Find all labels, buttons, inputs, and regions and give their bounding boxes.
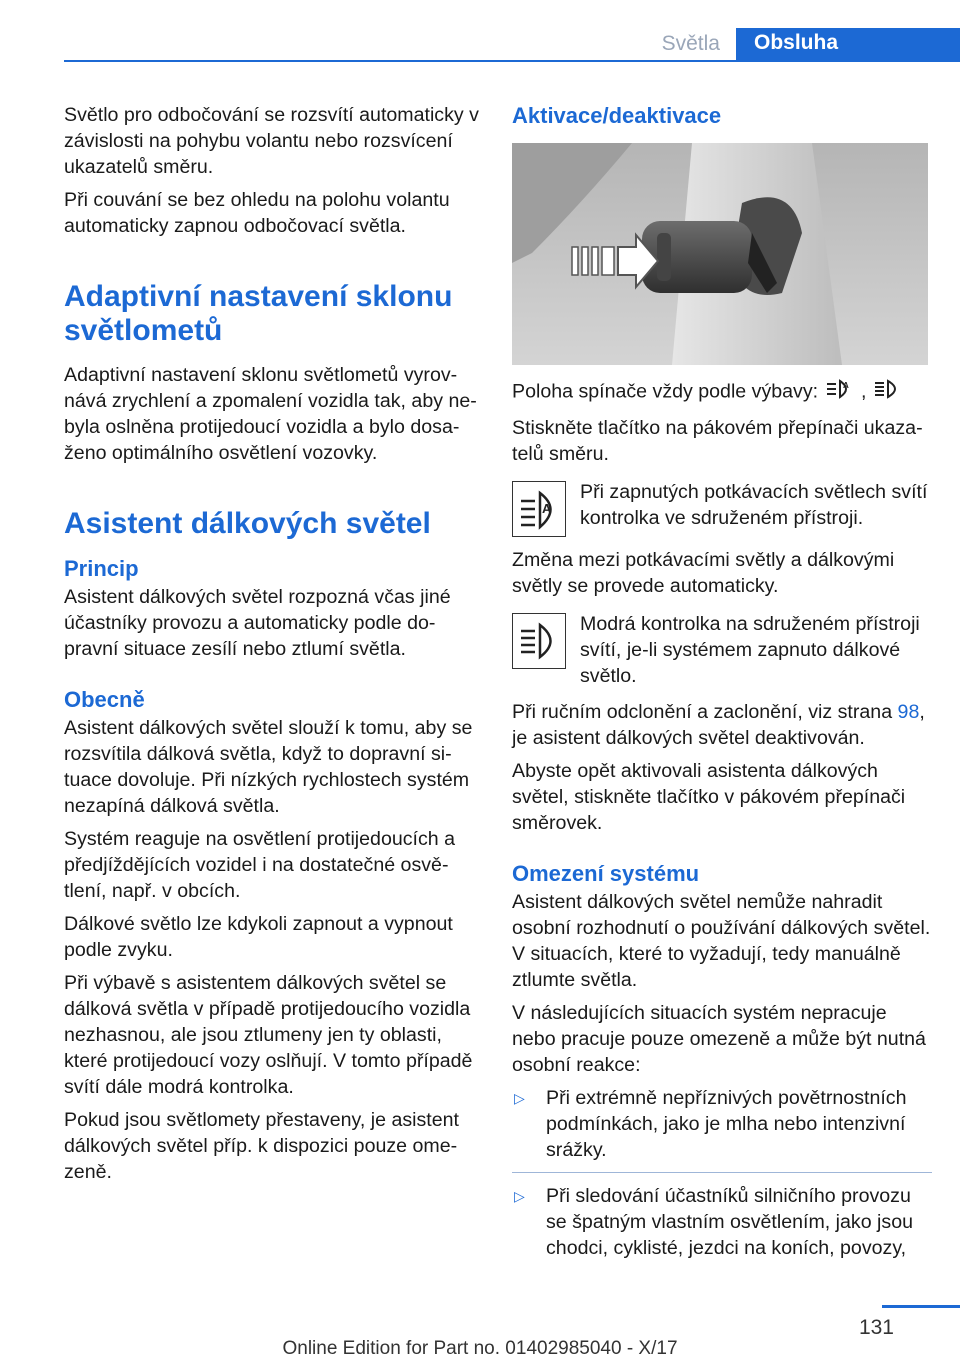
- indicator-assist-text: Při zapnutých potkávacích světlech svítí kontrolka ve sdruženém přístroji.: [580, 481, 928, 529]
- manual-override-text-after: , je asistent dálkových světel deaktivován.: [512, 701, 925, 749]
- heading-high-beam-assistant: Asistent dálkových světel: [64, 507, 431, 540]
- edition-footer: Online Edition for Part no. 01402985040 - X/17: [282, 1338, 678, 1359]
- paragraph-limits-2: V následujících situacích systém nepracuje nebo pracuje pouze omezeně a může být nutná osobní reakce:: [512, 1002, 926, 1076]
- right-column: [512, 102, 932, 1270]
- high-beam-assist-auto-icon: [824, 377, 856, 408]
- header-rule: [64, 60, 960, 62]
- paragraph-general-5: Pokud jsou světlomety přestaveny, je asistent dálkových světel příp. k dispozici pouze omezeně.: [64, 1109, 459, 1183]
- paragraph-general-1: Asistent dálkových světel slouží k tomu, aby se rozsvítila dálková světla, když to dopravní situace dovoluje. Při nízkých rychlostech systém nezapíná dálková světla.: [64, 717, 473, 817]
- heading-general: Obecně: [64, 687, 145, 712]
- list-divider: [512, 1172, 932, 1173]
- page-number: 131: [858, 1316, 894, 1339]
- triangle-bullet-icon: ▷: [514, 1188, 525, 1204]
- list-item-text: Při extrémně nepříznivých povětrnostních podmínkách, jako je mlha nebo intenzivní srážky.: [546, 1087, 907, 1161]
- header-chapter-tab: Obsluha: [736, 28, 960, 62]
- footer-rule: [882, 1305, 960, 1308]
- left-column: [64, 102, 480, 1192]
- heading-system-limits: Omezení systému: [512, 861, 700, 886]
- paragraph-general-4: Při výbavě s asistentem dálkových světel se dálková světla v případě protijedoucího vozidla nezhasnou, ale jsou ztlumeny jen ty oblasti, které protijedoucí vozy oslňují. V tomto případě svítí dále modrá kontrolka.: [64, 972, 473, 1098]
- manual-override-text-before: Při ručním odclonění a zaclonění, viz strana: [512, 701, 898, 723]
- svg-text:A: A: [842, 381, 849, 390]
- svg-text:A: A: [542, 501, 552, 516]
- indicator-row-high-beam: [512, 611, 932, 689]
- page-reference-link[interactable]: 98: [897, 701, 920, 723]
- paragraph-general-3: Dálkové světlo lze kdykoli zapnout a vypnout podle zvyku.: [64, 913, 453, 961]
- paragraph-principle: Asistent dálkových světel rozpozná včas jiné účastníky provozu a automaticky podle dopravní situace zesílí nebo ztlumí světla.: [64, 586, 451, 660]
- header-section-label: Světla: [661, 32, 720, 55]
- page-header: [0, 0, 960, 62]
- paragraph-cornering-light: Světlo pro odbočování se rozsvítí automaticky v závislosti na pohybu volantu nebo rozsvícení ukazatelů směru.: [64, 104, 479, 178]
- lever-illustration: [512, 143, 928, 365]
- indicator-row-assist: [512, 479, 932, 537]
- paragraph-auto-switch: Změna mezi potkávacími světly a dálkovými světly se provede automaticky.: [512, 549, 895, 597]
- paragraph-press-button: Stiskněte tlačítko na pákovém přepínači ukazatelů směru.: [512, 417, 923, 465]
- paragraph-adaptive-leveling: Adaptivní nastavení sklonu světlometů vyrovnává zrychlení a zpomalení vozidla tak, aby nebyla oslněna protijedoucí vozidla a bylo dosaženo optimálního osvětlení vozovky.: [64, 364, 477, 464]
- list-item: [512, 1183, 932, 1261]
- high-beam-icon: [872, 377, 904, 408]
- heading-activation: Aktivace/deaktivace: [512, 103, 722, 128]
- switch-position-text: Poloha spínače vždy podle výbavy:: [512, 380, 819, 403]
- paragraph-switch-position: [512, 377, 932, 408]
- turn-signal-lever-photo: [512, 143, 928, 365]
- paragraph-manual-override: [512, 699, 932, 751]
- heading-adaptive-leveling: Adaptivní nastavení sklonu světlometů: [64, 280, 453, 347]
- switch-position-separator: ,: [860, 380, 867, 403]
- list-item: [512, 1085, 932, 1163]
- paragraph-reactivate: Abyste opět aktivovali asistenta dálkových světel, stiskněte tlačítko v pákovém přepínači směrovek.: [512, 760, 906, 834]
- indicator-high-beam-text: Modrá kontrolka na sdruženém přístroji svítí, je-li systémem zapnuto dálkové světlo.: [580, 613, 920, 687]
- heading-principle: Princip: [64, 556, 139, 581]
- high-beam-indicator-icon: [512, 613, 566, 669]
- triangle-bullet-icon: ▷: [514, 1090, 525, 1106]
- high-beam-assistant-indicator-icon: [512, 481, 566, 537]
- paragraph-general-2: Systém reaguje na osvětlení protijedoucích a předjíždějících vozidel i na dostatečné osvětlení, např. v obcích.: [64, 828, 456, 902]
- list-item-text: Při sledování účastníků silničního provozu se špatným vlastním osvětlením, jako jsou chodci, cyklisté, jezdci na koních, povozy,: [546, 1185, 913, 1259]
- paragraph-reversing: Při couvání se bez ohledu na polohu volantu automaticky zapnou odbočovací světla.: [64, 189, 450, 237]
- paragraph-limits-1: Asistent dálkových světel nemůže nahradit osobní rozhodnutí o používání dálkových světel. V situacích, které to vyžadují, tedy manuálně ztlumte světla.: [512, 891, 931, 991]
